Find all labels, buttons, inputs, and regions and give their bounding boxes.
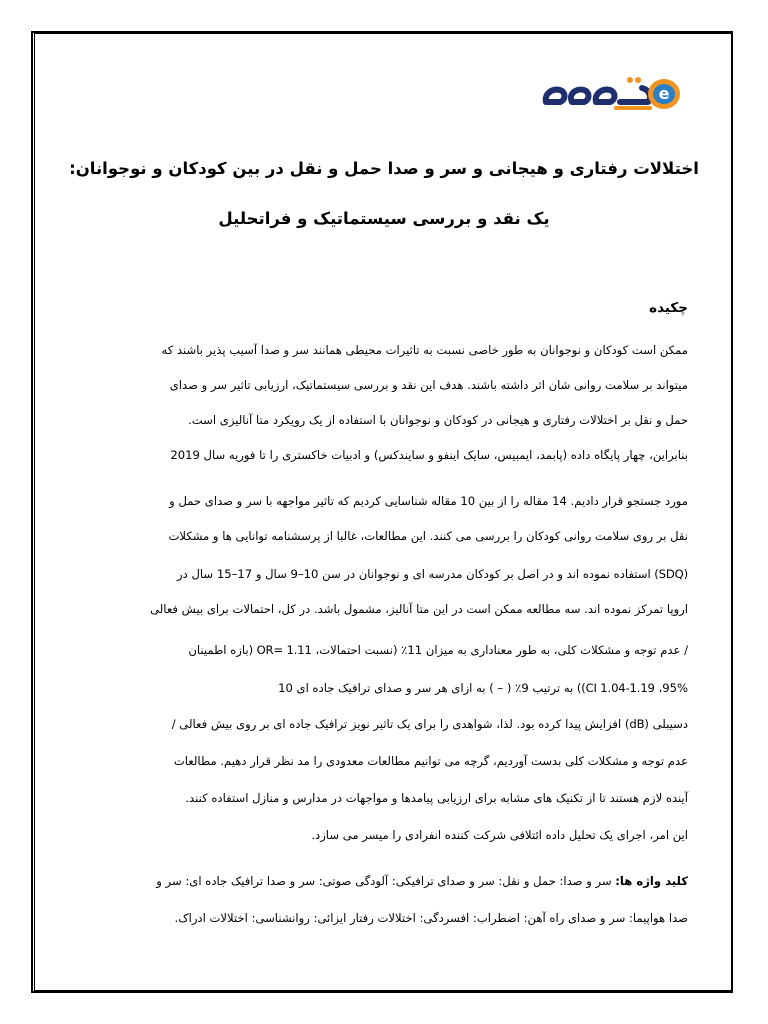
abstract-heading: چکیده <box>649 300 688 316</box>
keywords-line-1 <box>80 874 688 888</box>
abstract-line: مورد جستجو قرار دادیم. 14 مقاله را از بین 10 مقاله شناسایی کردیم که تاثیر مواجهه با سر و صدای حمل و <box>169 494 688 508</box>
abstract-line: (SDQ) استفاده نموده اند و در اصل بر کودکان مدرسه ای و نوجوانان در سن 10–9 سال و 17–15 سال در <box>177 567 688 581</box>
abstract-line: بنابراین، چهار پایگاه داده (پابمد، ایمبیس، سایک اینفو و سایندکس) و ادبیات خاکستری را تا فوریه سال 2019 <box>170 448 688 462</box>
abstract-line: حمل و نقل بر اختلالات رفتاری و هیجانی در کودکان و نوجوانان با استفاده از یک رویکرد متا آنالیزی است. <box>188 413 688 427</box>
e-tarjome-logo <box>538 68 686 114</box>
abstract-line: دسیبلی (dB) افزایش پیدا کرده بود. لذا، شواهدی را برای یک تاثیر نویز ترافیک جاده ای بر روی بیش فعالی / <box>171 717 688 731</box>
abstract-line: عدم توجه و مشکلات کلی بدست آوردیم، گرچه می توانیم مطالعات معدودی را مد نظر قرار دهیم. مطالعات <box>173 754 688 768</box>
abstract-line: ممکن است کودکان و نوجوانان به طور خاصی نسبت به تاثیرات محیطی همانند سر و صدا آسیب پذیر باشند که <box>161 343 688 357</box>
abstract-line: 95%، CI 1.04-1.19)) به ترتیب 9٪ ( – ) به ازای هر سر و صدای ترافیک جاده ای 10 <box>278 681 688 695</box>
article-title-line-2: یک نقد و بررسی سیستماتیک و فراتحلیل <box>218 209 550 228</box>
keywords-text: سر و صدا: حمل و نقل: سر و صدای ترافیکی: آلودگی صوتی: سر و صدا ترافیک جاده ای: سر و <box>156 874 616 888</box>
abstract-line: آینده لازم هستند تا از تکنیک های مشابه برای ارزیابی پیامدها و مواجهات در مدارس و منازل استفاده کنند. <box>185 791 688 805</box>
keywords-line-2: صدا هواپیما: سر و صدای راه آهن: اضطراب: افسردگی: اختلالات رفتار ایزائی: روانشناسی: اختلالات ادراک. <box>174 911 688 925</box>
svg-text:e: e <box>658 84 670 103</box>
abstract-line: اروپا تمرکز نموده اند. سه مطالعه ممکن است در این متا آنالیز، مشمول باشد. در کل، احتمالات برای بیش فعالی <box>150 602 688 616</box>
keywords-label: کلید واژه ها: <box>615 874 688 888</box>
abstract-line: این امر، اجرای یک تحلیل داده ائتلافی شرکت کننده انفرادی را میسر می سازد. <box>311 828 688 842</box>
abstract-line: / عدم توجه و مشکلات کلی، به طور معناداری به میزان 11٪ (نسبت احتمالات، OR= 1.11 (بازه اطمینان <box>188 643 688 657</box>
abstract-line: نقل بر روی سلامت روانی کودکان را بررسی می کنند. این مطالعات، غالبا از پرسشنامه توانایی ها و مشکلات <box>168 529 688 543</box>
abstract-line: میتواند بر سلامت روانی شان اثر داشته باشند. هدف این نقد و بررسی سیستماتیک، ارزیابی تاثیر سر و صدای <box>169 378 688 392</box>
article-title-line-1: اختلالات رفتاری و هیجانی و سر و صدا حمل و نقل در بین کودکان و نوجوانان: <box>69 159 699 178</box>
